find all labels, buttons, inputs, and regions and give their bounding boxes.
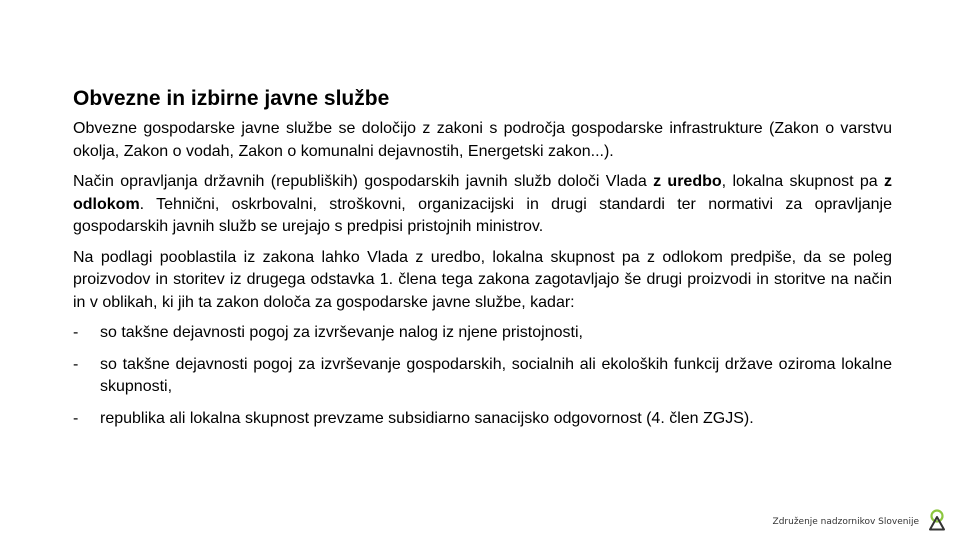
paragraph-emphasis: z uredbo <box>653 173 722 190</box>
paragraph <box>73 171 892 239</box>
paragraph-text: Način opravljanja državnih (republiških) gospodarskih javnih služb določi Vlada <box>73 173 654 190</box>
bullet-list <box>73 322 892 430</box>
bullet-dash: - <box>73 324 79 341</box>
paragraph <box>73 247 892 315</box>
paragraph-emphasis: z odlokom <box>73 173 893 213</box>
bullet-item <box>73 354 892 399</box>
slide-title: Obvezne in izbirne javne službe <box>73 87 390 110</box>
bullet-text: republika ali lokalna skupnost prevzame subsidiarno sanacijsko odgovornost (4. člen ZGJS). <box>100 409 754 427</box>
zns-logo-icon <box>928 509 946 531</box>
paragraph <box>73 118 892 163</box>
paragraph-text: Obvezne gospodarske javne službe se določijo z zakoni s področja gospodarske infrastrukture (Zakon o varstvu okolja, Zakon o vodah, Zakon o komunalni dejavnostih, Energetski zakon...). <box>73 120 892 160</box>
footer-organization: Združenje nadzornikov Slovenije <box>772 517 919 527</box>
paragraph-text: Na podlagi pooblastila iz zakona lahko Vlada z uredbo, lokalna skupnost pa z odlokom predpiše, da se poleg proizvodov in storitev iz drugega odstavka 1. člena tega zakona zagotavljajo še drugi proizvodi in storitve na način in v oblikah, ki jih ta zakon določa za gospodarske javne službe, kadar: <box>73 248 892 311</box>
bullet-text: so takšne dejavnosti pogoj za izvrševanje gospodarskih, socialnih ali ekoloških funkcij države oziroma lokalne skupnosti, <box>100 355 892 395</box>
slide-content <box>73 118 892 439</box>
paragraph-text: , lokalna skupnost pa <box>721 173 885 190</box>
bullet-dash: - <box>73 355 79 373</box>
bullet-item <box>73 408 892 431</box>
paragraph-text: . Tehnični, oskrbovalni, stroškovni, organizacijski in drugi standardi ter normativi za opravljanje gospodarskih javnih služb se urejajo s predpisi pristojnih ministrov. <box>73 195 892 235</box>
bullet-item <box>73 322 892 345</box>
bullet-dash: - <box>73 409 79 427</box>
bullet-text: so takšne dejavnosti pogoj za izvrševanje nalog iz njene pristojnosti, <box>100 324 583 341</box>
